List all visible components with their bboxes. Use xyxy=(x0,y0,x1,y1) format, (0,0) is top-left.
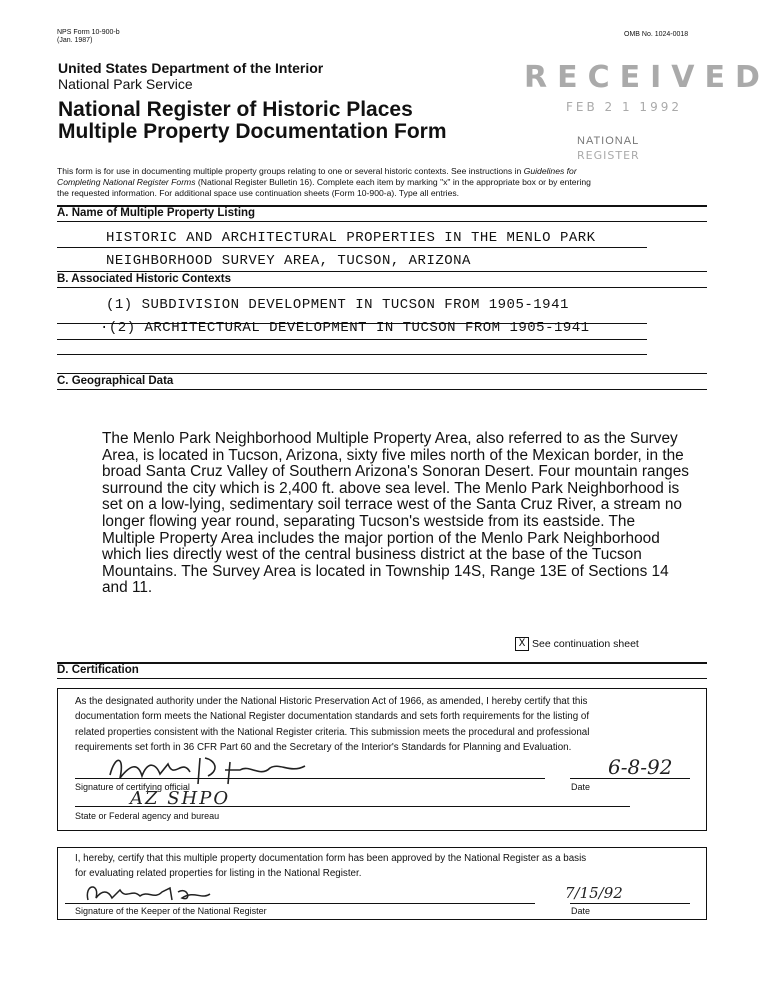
received-stamp: RECEIVED xyxy=(524,60,770,95)
keeper-signature-label: Signature of the Keeper of the National Register xyxy=(75,906,267,916)
section-a-rule xyxy=(57,221,707,222)
agency-rule xyxy=(75,806,630,807)
instructions-text: (National Register Bulletin 16). Complete each item by marking "x" in the appropriate box or by entering xyxy=(195,177,591,187)
cert-line: related properties consistent with the National Register criteria. This submission meets the procedural and professional xyxy=(75,726,590,738)
section-c-top-rule xyxy=(57,373,707,374)
instructions-line1 xyxy=(57,166,757,177)
keeper-line: I, hereby, certify that this multiple property documentation form has been approved by the National Register as a basis xyxy=(75,853,587,864)
service-name: National Park Service xyxy=(58,76,193,92)
geo-line: set on a low-lying, sedimentary soil terrace west of the Santa Cruz River, a stream no xyxy=(102,496,682,514)
instructions-line2 xyxy=(57,177,757,188)
context-rule2 xyxy=(57,339,647,340)
agency-handwritten: AZ SHPO xyxy=(130,788,231,809)
property-name-rule1 xyxy=(57,247,647,248)
geo-line: longer flowing year round, separating Tucson's westside from its eastside. The xyxy=(102,512,636,530)
section-d-rule xyxy=(57,678,707,679)
signature1-label: Signature of certifying official xyxy=(75,782,190,792)
instructions-text: This form is for use in documenting multiple property groups relating to one or several historic contexts. See instructions in xyxy=(57,166,524,176)
form-title-line2: Multiple Property Documentation Form xyxy=(58,120,447,143)
keeper-date-label: Date xyxy=(571,906,591,916)
property-name-line1: HISTORIC AND ARCHITECTURAL PROPERTIES IN THE MENLO PARK xyxy=(106,230,596,246)
section-c-rule xyxy=(57,389,707,390)
department-name: United States Department of the Interior xyxy=(58,60,324,76)
geographical-data-text xyxy=(102,431,712,597)
form-number: NPS Form 10-900-b xyxy=(57,29,120,36)
keeper-signature-rule xyxy=(65,903,535,904)
geo-line: The Menlo Park Neighborhood Multiple Property Area, also referred to as the Survey xyxy=(102,430,678,447)
instructions xyxy=(57,166,757,199)
keeper-line: for evaluating related properties for listing in the National Register. xyxy=(75,868,362,880)
geo-line: and 11. xyxy=(102,579,153,597)
geo-line: Mountains. The Survey Area is located in Township 14S, Range 13E of Sections 14 xyxy=(102,562,669,580)
form-title-line1: National Register of Historic Places xyxy=(58,98,413,121)
keeper-date-rule xyxy=(570,903,690,904)
keeper-date-handwritten: 7/15/92 xyxy=(565,884,623,902)
geo-line: Area, is located in Tucson, Arizona, sixty five miles north of the Mexican border, in the xyxy=(102,446,684,464)
stamp-date: FEB 2 1 1992 xyxy=(566,100,682,114)
keeper-certification-text xyxy=(75,851,700,882)
section-d-top-rule xyxy=(57,662,707,664)
context-rule3 xyxy=(57,354,647,355)
property-name-line2: NEIGHBORHOOD SURVEY AREA, TUCSON, ARIZONA xyxy=(106,253,471,269)
section-b-rule xyxy=(57,287,707,288)
section-a-heading: A. Name of Multiple Property Listing xyxy=(57,207,256,219)
date1-rule xyxy=(570,778,690,779)
geo-line: Multiple Property Area includes the major portion of the Menlo Park Neighborhood xyxy=(102,529,660,547)
cert-line: documentation form meets the National Register documentation standards and sets forth requirements for the listing of xyxy=(75,711,590,723)
geo-line: which lies directly west of the central business district at the base of the Tucson xyxy=(102,546,642,564)
continuation-label: See continuation sheet xyxy=(532,638,639,650)
instructions-emph: Completing National Register Forms xyxy=(57,177,196,187)
certification-date-handwritten: 6-8-92 xyxy=(608,755,673,779)
instructions-emph: Guidelines for xyxy=(523,166,577,176)
cert-line: As the designated authority under the National Historic Preservation Act of 1966, as amended, I hereby certify that this xyxy=(75,696,588,707)
shpo-certification-text xyxy=(75,694,700,755)
stamp-national: NATIONAL xyxy=(577,135,640,147)
agency-label: State or Federal agency and bureau xyxy=(75,811,220,821)
signature1-rule xyxy=(75,778,545,779)
section-b-top-rule xyxy=(57,271,707,272)
stamp-register: REGISTER xyxy=(577,149,640,162)
section-c-heading: C. Geographical Data xyxy=(57,375,174,387)
continuation-checkbox[interactable]: X xyxy=(515,637,529,651)
form-date: (Jan. 1987) xyxy=(57,37,93,44)
cert-line: requirements set forth in 36 CFR Part 60 and the Secretary of the Interior's Standards for Planning and Evaluation. xyxy=(75,741,572,753)
geo-line: broad Santa Cruz Valley of Southern Arizona's Sonoran Desert. Four mountain ranges xyxy=(102,463,689,481)
date1-label: Date xyxy=(571,782,591,792)
section-d-heading: D. Certification xyxy=(57,664,139,676)
historic-context-1: (1) SUBDIVISION DEVELOPMENT IN TUCSON FROM 1905-1941 xyxy=(106,297,569,313)
historic-context-2: ·(2) ARCHITECTURAL DEVELOPMENT IN TUCSON FROM 1905-1941 xyxy=(100,320,590,336)
geo-line: surround the city which is 2,400 ft. above sea level. The Menlo Park Neighborhood is xyxy=(102,479,680,497)
instructions-line3: the requested information. For additional space use continuation sheets (Form 10-900-a). Type all entries. xyxy=(57,188,460,198)
omb-number: OMB No. 1024-0018 xyxy=(624,31,689,38)
section-b-heading: B. Associated Historic Contexts xyxy=(57,273,232,285)
